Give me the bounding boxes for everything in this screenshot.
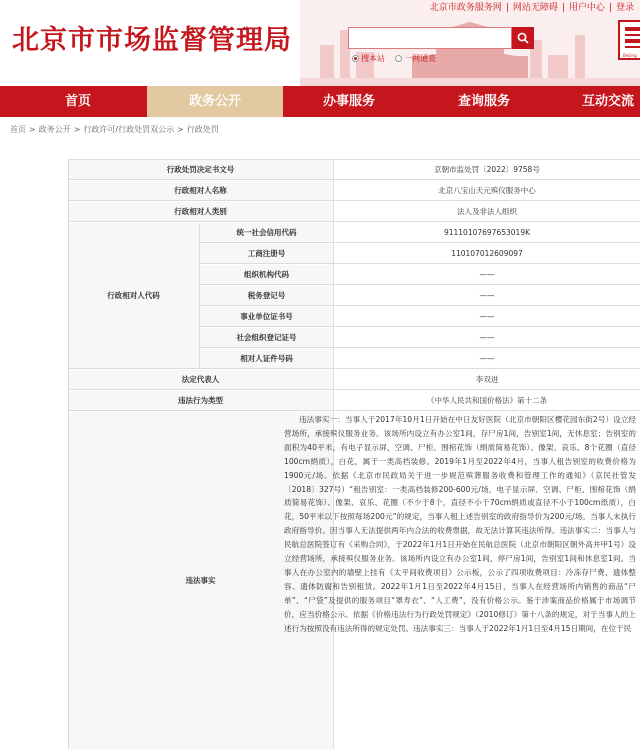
- search-scope-all[interactable]: 一网通查: [395, 54, 436, 63]
- social-org-cert-value: ——: [479, 333, 495, 342]
- nav-gov-affairs[interactable]: 政务公开: [147, 86, 283, 117]
- top-link-login[interactable]: 登录: [615, 3, 634, 13]
- breadcrumb-gov-affairs[interactable]: 政务公开: [38, 125, 71, 134]
- violation-type-value: 《中华人民共和国价格法》第十二条: [427, 396, 547, 405]
- id-number-label: 相对人证件号码: [200, 349, 333, 368]
- tax-number-value: ——: [479, 291, 495, 300]
- party-name-label: 行政相对人名称: [68, 181, 333, 200]
- row-id-number: [200, 349, 640, 369]
- legal-rep-label: 法定代表人: [68, 370, 333, 389]
- institution-cert-label: 事业单位证书号: [200, 307, 333, 326]
- party-type-value: 法人及非法人组织: [457, 207, 517, 216]
- facts-label: 违法事实: [68, 412, 333, 749]
- org-code-value: ——: [479, 270, 495, 279]
- nav-interaction[interactable]: 互动交流: [581, 94, 634, 109]
- top-link-accessibility[interactable]: 网站无障碍: [512, 3, 558, 13]
- party-name-value: 北京八宝山天元殡仪服务中心: [438, 186, 536, 195]
- top-link-user-center[interactable]: 用户中心: [568, 3, 605, 13]
- violation-type-label: 违法行为类型: [68, 391, 333, 410]
- party-type-label: 行政相对人类别: [68, 202, 333, 221]
- logo-caption: Beijing: [623, 53, 637, 58]
- row-legal-representative: [68, 370, 640, 390]
- row-org-code: [200, 265, 640, 285]
- org-code-label: 组织机构代码: [200, 265, 333, 284]
- nav-services[interactable]: 办事服务: [322, 94, 375, 109]
- party-code-label: 行政相对人代码: [68, 223, 199, 369]
- site-title[interactable]: 北京市市场监督管理局: [12, 25, 292, 56]
- decision-number-label: 行政处罚决定书文号: [68, 160, 333, 179]
- search-scope-site[interactable]: 搜本站: [352, 54, 385, 63]
- decision-number-value: 京朝市监处罚〔2022〕9758号: [434, 165, 540, 174]
- breadcrumb-home[interactable]: 首页: [10, 125, 26, 134]
- row-violation-type: [68, 391, 640, 411]
- row-registration-number: [200, 244, 640, 264]
- logo-seal-icon: [622, 24, 640, 54]
- registration-number-label: 工商注册号: [200, 244, 333, 263]
- site-header: [0, 0, 640, 86]
- top-link-gov-service[interactable]: 北京市政务服务网: [429, 3, 502, 13]
- row-tax-number: [200, 286, 640, 306]
- row-party-name: [68, 181, 640, 201]
- legal-rep-value: 李双进: [475, 375, 499, 384]
- violation-facts-text: 违法事实一：当事人于2017年10月1日开始在中日友好医院（北京市朝阳区樱花园东街2号）设立经营场所，承接殡仪服务业务。该场所内设立有办公室1间，存尸房1间，告别室1间，无休息室；告别室的面积为40平米，有电子显示屏、空调、尸柜、围棺花饰（绢质简易花饰）、像架、哀乐、8个花圈（直径100cm绢质），白花，属于一类高档装修。2019年1月至2022年4月，当事人租告别室的收费价格为1900元/场。依据《北京市民政局关于进一步规范殡葬服务收费和管理工作的通知》（京民社管发〔2018〕327号）“租告别室：一类高档装修200-600元/场，电子显示屏、空调、尸柜、围棺花饰（绢质简易花饰）、像架、哀乐、花圈（不少于8个，直径不小于70cm绢质或直径不小于100cm纸质），白花，50平米以下按照每场200元”的规定，当事人租上述告别室的政府指导价为200元/场。当事人未执行政府指导价。因当事人无法提供两年内合法的收费票据，故无法计算其违法所得。违法事实二：当事人与民航总医院签订有《采购合同》，于2022年1月1日开始在民航总医院（北京市朝阳区朝外高井甲1号）设立经营场所，承接殡仪服务业务。该场所内设立有办公室1间，停尸房1间，告别室1间和休息室1间。当事人在办公室内的墙壁上挂有《太平间收费项目》公示板，公示了四项收费项目：冷冻存尸费、遗体整容、遗体防腐和告别租赁。2022年1月1日至2022年4月15日，当事人在经营场所内销售的商品“尸单”、“尸袋”及提供的服务项目“罩寿衣”、“人工费”，没有价格公示。鉴于涉案商品价格属于市场调节价，应当价格公示。依据《价格违法行为行政处罚规定》（2010修订）第十八条的规定，对于当事人的上述行为按照没有违法所得的规定处罚。违法事实三：当事人于2022年1月1日至4月15日期间，在位于民: [284, 415, 636, 633]
- credit-code-label: 统一社会信用代码: [200, 223, 333, 242]
- search-icon: [517, 32, 529, 44]
- registration-number-value: 110107012609097: [451, 249, 523, 258]
- search-scope-options: [352, 53, 436, 64]
- main-nav: [0, 86, 640, 117]
- nav-home[interactable]: 首页: [64, 94, 91, 109]
- id-number-value: ——: [479, 354, 495, 363]
- tax-number-label: 税务登记号: [200, 286, 333, 305]
- top-links: 北京市政务服务网 | 网站无障碍 | 用户中心 | 登录: [429, 3, 634, 13]
- row-credit-code: [200, 223, 640, 243]
- radio-icon: [395, 55, 402, 62]
- row-party-type: [68, 202, 640, 222]
- search-input[interactable]: [348, 27, 512, 49]
- row-institution-cert: [200, 307, 640, 327]
- nav-query[interactable]: 查询服务: [457, 94, 510, 109]
- breadcrumb-penalty[interactable]: 行政处罚: [186, 125, 219, 134]
- credit-code-value: 91110107697653019K: [443, 228, 531, 237]
- row-decision-number: [68, 160, 640, 180]
- bureau-logo: [618, 20, 640, 60]
- social-org-cert-label: 社会组织登记证号: [200, 328, 333, 347]
- breadcrumb-dual-disclosure[interactable]: 行政许可/行政处罚双公示: [83, 125, 175, 134]
- radio-icon-selected: [352, 55, 359, 62]
- row-social-org-cert: [200, 328, 640, 348]
- institution-cert-value: ——: [479, 312, 495, 321]
- search-button[interactable]: [512, 27, 534, 49]
- breadcrumb: 首页 > 政务公开 > 行政许可/行政处罚双公示 > 行政处罚: [10, 125, 219, 134]
